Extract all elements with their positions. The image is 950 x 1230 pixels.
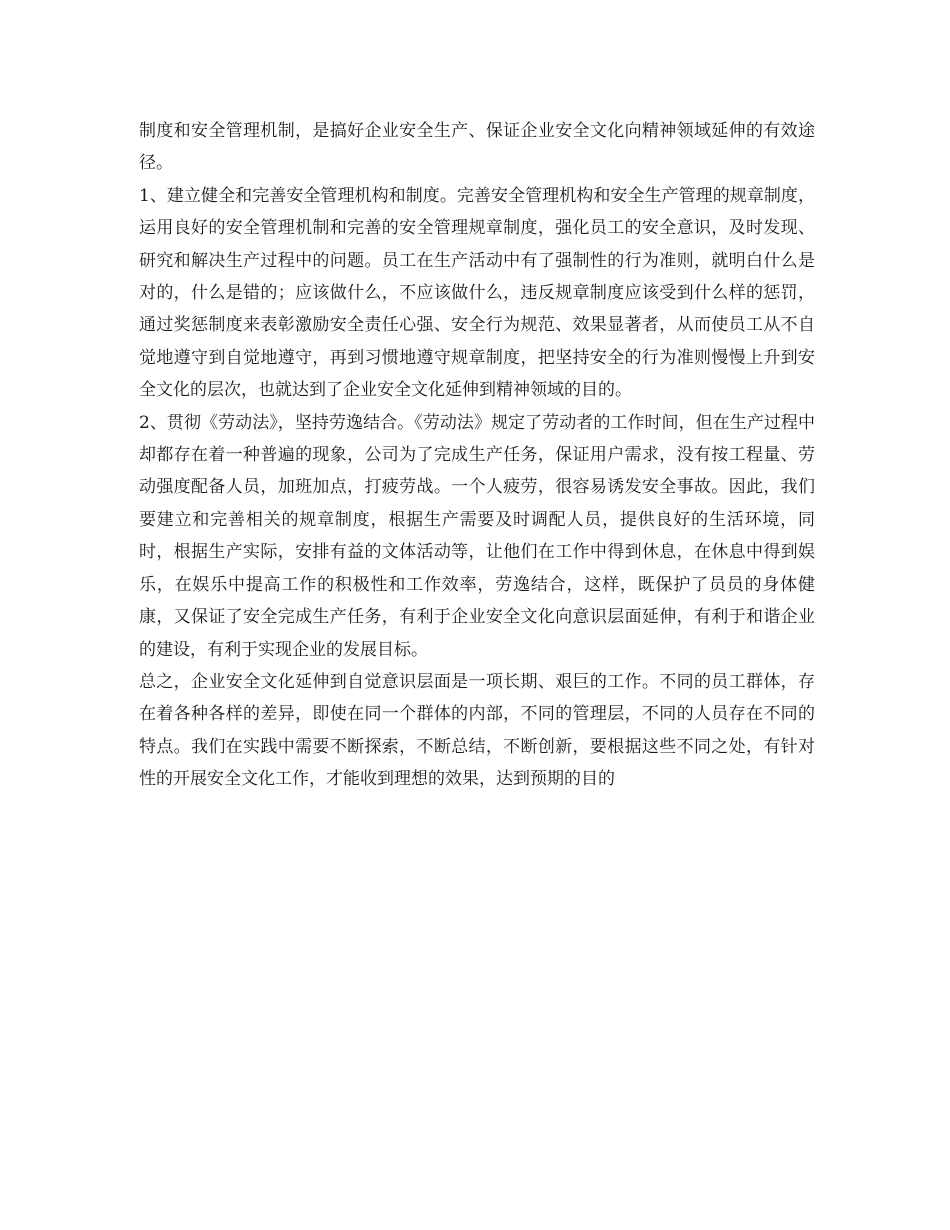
- document-body: [139, 115, 815, 796]
- paragraph-section-1: 1、建立健全和完善安全管理机构和制度。完善安全管理机构和安全生产管理的规章制度，运用良好的安全管理机制和完善的安全管理规章制度，强化员工的安全意识，及时发现、研究和解决生产过程中的问题。员工在生产活动中有了强制性的行为准则，就明白什么是对的，什么是错的；应该做什么，不应该做什么，违反规章制度应该受到什么样的惩罚，通过奖惩制度来表彰激励安全责任心强、安全行为规范、效果显著者，从而使员工从不自觉地遵守到自觉地遵守，再到习惯地遵守规章制度，把坚持安全的行为准则慢慢上升到安全文化的层次，也就达到了企业安全文化延伸到精神领域的目的。: [139, 185, 815, 401]
- paragraph-conclusion: 总之，企业安全文化延伸到自觉意识层面是一项长期、艰巨的工作。不同的员工群体，存在着各种各样的差异，即使在同一个群体的内部，不同的管理层，不同的人员存在不同的特点。我们在实践中需要不断探索，不断总结，不断创新，要根据这些不同之处，有针对性的开展安全文化工作，才能收到理想的效果，达到预期的目的: [139, 671, 815, 790]
- paragraph-intro: 制度和安全管理机制，是搞好企业安全生产、保证企业安全文化向精神领域延伸的有效途径。: [139, 121, 815, 174]
- paragraph-section-2: 2、贯彻《劳动法》，坚持劳逸结合。《劳动法》规定了劳动者的工作时间，但在生产过程中却都存在着一种普遍的现象，公司为了完成生产任务，保证用户需求，没有按工程量、劳动强度配备人员，加班加点，打疲劳战。一个人疲劳，很容易诱发安全事故。因此，我们要建立和完善相关的规章制度，根据生产需要及时调配人员，提供良好的生活环境，同时，根据生产实际，安排有益的文体活动等，让他们在工作中得到休息，在休息中得到娱乐，在娱乐中提高工作的积极性和工作效率，劳逸结合，这样，既保护了员员的身体健康，又保证了安全完成生产任务，有利于企业安全文化向意识层面延伸，有利于和谐企业的建设，有利于实现企业的发展目标。: [139, 412, 815, 660]
